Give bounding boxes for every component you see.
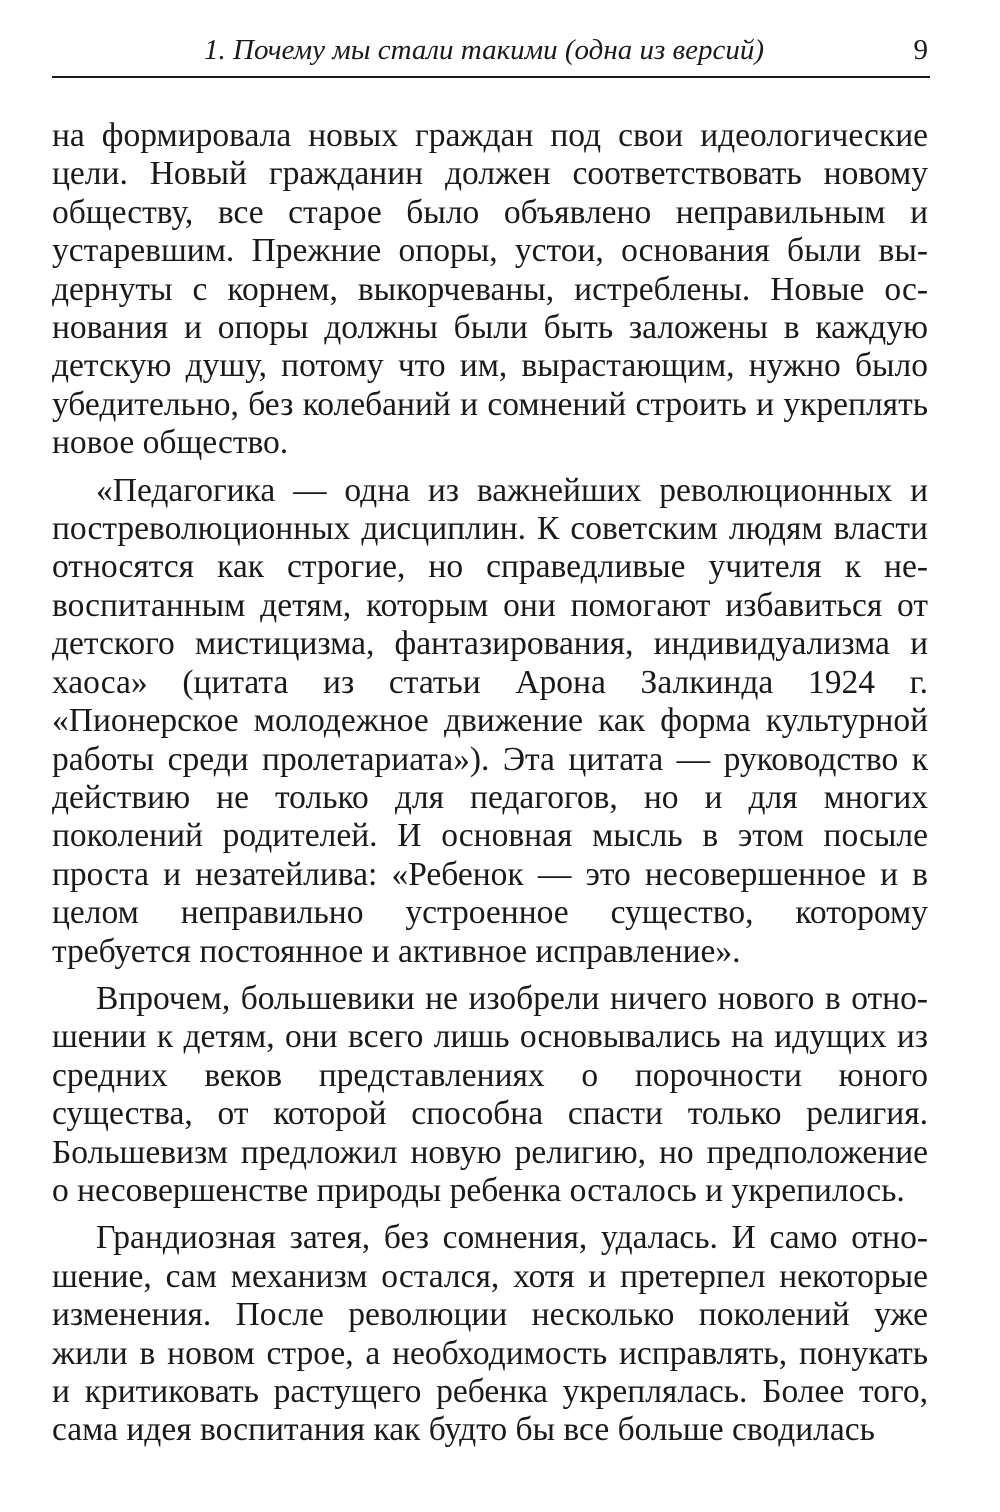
paragraph: Грандиозная затея, без сомнения, удалась. И само отношение, сам механизм остался, хотя и претерпел некоторые изменения. После революции несколько поколений уже жили в новом строе, а необходимость исправлять, понукать и критиковать растущего ребенка укреплялась. Более того, сама идея воспитания как будто бы все больше сводилась — [52, 1219, 928, 1449]
paragraph: Впрочем, большевики не изобрели ничего нового в отношении к детям, они всего лишь основывались на идущих из средних веков представлениях о порочности юного существа, от которой способна спасти только религия. Большевизм предложил новую религию, но предположение о несовершенстве природы ребенка осталось и укрепилось. — [52, 979, 928, 1209]
page-number: 9 — [913, 34, 928, 66]
chapter-title: 1. Почему мы стали такими (одна из версий) — [204, 34, 765, 66]
body-text — [52, 117, 928, 1459]
running-header — [52, 30, 930, 78]
paragraph-quote: «Педагогика — одна из важнейших революционных и постреволюционных дисциплин. К советским людям власти относятся как строгие, но справедливые учителя к невоспитанным детям, которым они помогают избавиться от детского мистицизма, фантазирования, индивидуализма и хаоса» (цитата из статьи Арона Залкинда 1924 г. «Пионерское молодежное движение как форма культурной работы среди пролетариата»). Эта цитата — руководство к действию не только для педагогов, но и для многих поколений родителей. И основная мысль в этом посыле проста и незатейлива: «Ребенок — это несовершенное и в целом неправильно устроенное существо, которому требуется постоянное и активное исправление». — [52, 471, 928, 970]
paragraph-continuation: на формировала новых граждан под свои идеологические цели. Новый гражданин должен соответствовать новому обществу, все старое было объявлено неправильным и устаревшим. Прежние опоры, устои, основания были выдернуты с корнем, выкорчеваны, истреблены. Новые основания и опоры должны были быть заложены в каждую детскую душу, потому что им, вырастающим, нужно было убедительно, без колебаний и сомнений строить и укреплять новое общество. — [52, 117, 928, 462]
